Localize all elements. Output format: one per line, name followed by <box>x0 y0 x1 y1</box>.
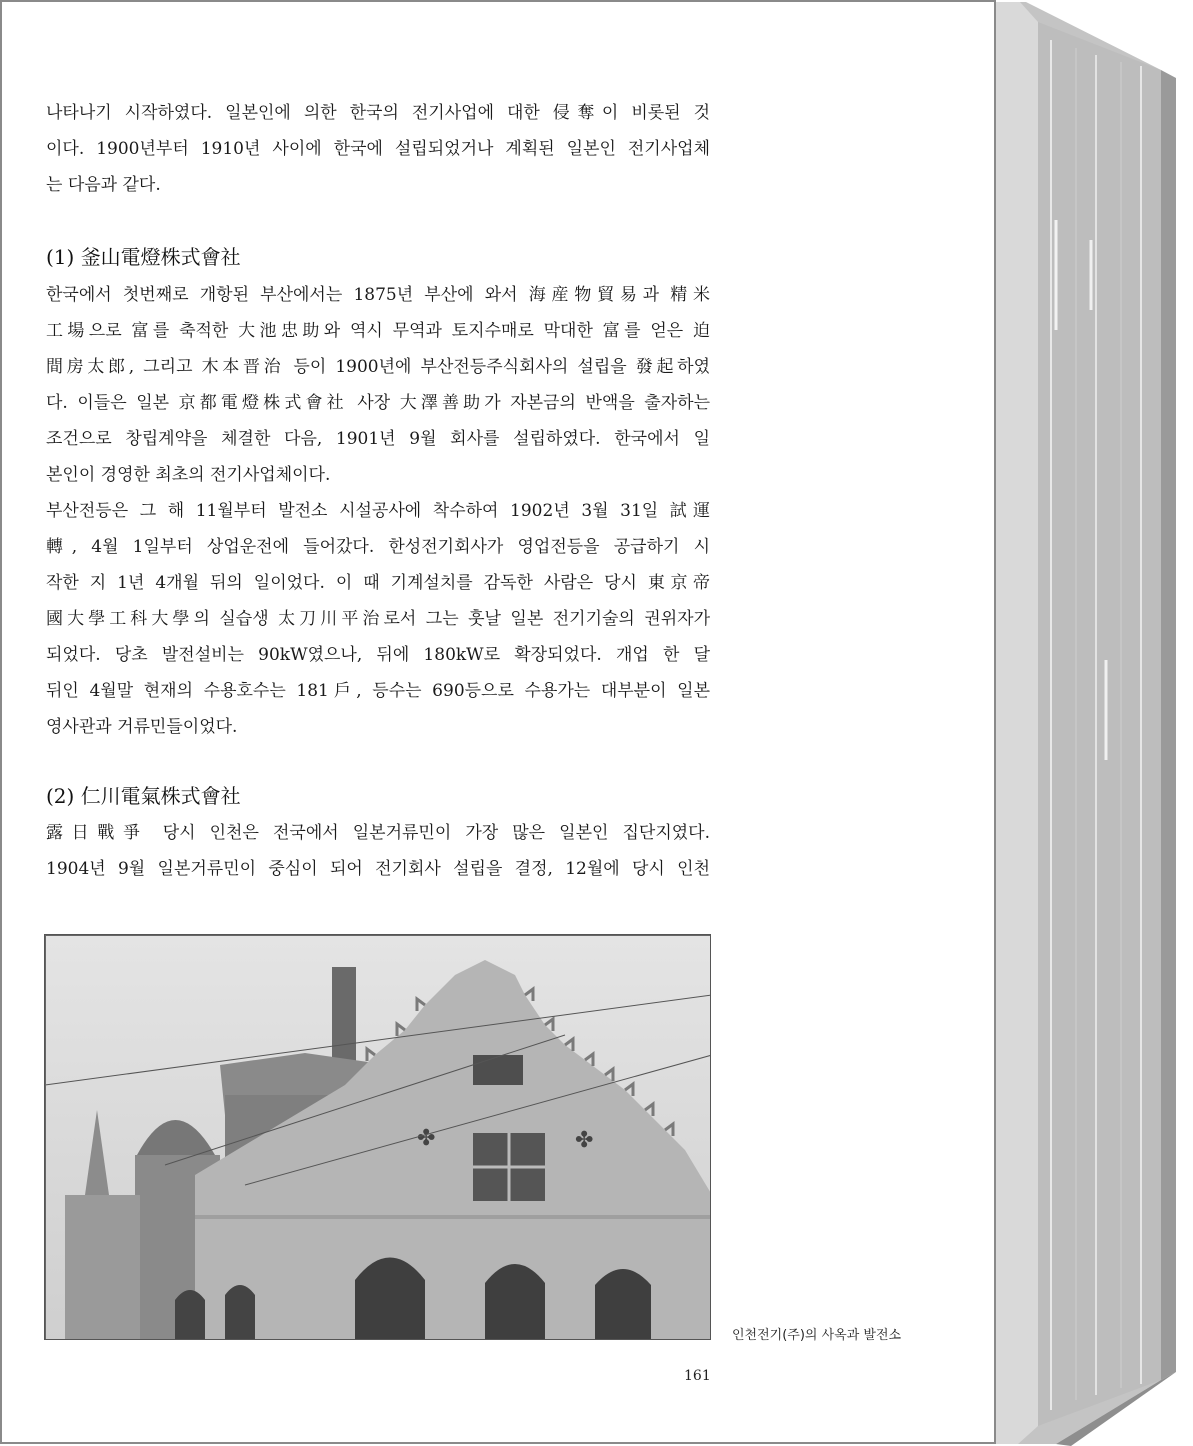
svg-text:✤: ✤ <box>417 1126 436 1151</box>
text-line: 國大學工科大學의 실습생 太刀川平治로서 그는 훗날 일본 전기기술의 권위자가 <box>46 609 710 629</box>
figure-caption: 인천전기(주)의 사옥과 발전소 <box>732 1328 902 1343</box>
text-line: 間房太郎, 그리고 木本晋治 등이 1900년에 부산전등주식회사의 설립을 發起하였 <box>46 357 710 377</box>
text-line: 영사관과 거류민들이었다. <box>46 717 238 737</box>
text-line: 뒤인 4월말 현재의 수용호수는 181戶, 등수는 690등으로 수용가는 대부분이 일본 <box>46 681 710 701</box>
section1-paragraph2 <box>46 493 710 745</box>
text-line: 본인이 경영한 최초의 전기사업체이다. <box>46 465 331 485</box>
text-line: 露日戰爭 당시 인천은 전국에서 일본거류민이 가장 많은 일본인 집단지였다. <box>46 823 710 843</box>
text-line: 부산전등은 그 해 11월부터 발전소 시설공사에 착수하여 1902년 3월 31일 試運 <box>46 501 710 521</box>
book-edge <box>996 0 1193 1446</box>
building-photo <box>44 934 711 1340</box>
text-line: 1904년 9월 일본거류민이 중심이 되어 전기회사 설립을 결정, 12월에 당시 인천 <box>46 859 710 879</box>
text-line: 나타나기 시작하였다. 일본인에 의한 한국의 전기사업에 대한 侵奪이 비롯된 것 <box>46 103 710 123</box>
text-line: 한국에서 첫번째로 개항된 부산에서는 1875년 부산에 와서 海産物貿易과 精米 <box>46 285 710 305</box>
building-photo-icon <box>45 935 711 1340</box>
page-number: 161 <box>684 1368 711 1384</box>
svg-text:✤: ✤ <box>575 1128 594 1153</box>
text-line: 작한 지 1년 4개월 뒤의 일이었다. 이 때 기계설치를 감독한 사람은 당시 東京帝 <box>46 573 710 593</box>
section2-paragraph1 <box>46 815 710 887</box>
section-heading-busan: (1) 釜山電燈株式會社 <box>46 245 241 269</box>
intro-text <box>46 95 710 203</box>
text-line: 는 다음과 같다. <box>46 175 161 195</box>
section-heading-incheon: (2) 仁川電氣株式會社 <box>46 784 241 808</box>
text-line: 다. 이들은 일본 京都電燈株式會社 사장 大澤善助가 자본금의 반액을 출자하는 <box>46 393 710 413</box>
text-line: 이다. 1900년부터 1910년 사이에 한국에 설립되었거나 계획된 일본인 전기사업체 <box>46 139 710 159</box>
text-line: 轉, 4월 1일부터 상업운전에 들어갔다. 한성전기회사가 영업전등을 공급하기 시 <box>46 537 710 557</box>
text-line: 조건으로 창립계약을 체결한 다음, 1901년 9월 회사를 설립하였다. 한국에서 일 <box>46 429 710 449</box>
section1-paragraph1 <box>46 277 710 493</box>
text-line: 되었다. 당초 발전설비는 90kW였으나, 뒤에 180kW로 확장되었다. 개업 한 달 <box>46 645 710 665</box>
text-line: 工場으로 富를 축적한 大池忠助와 역시 무역과 토지수매로 막대한 富를 얻은 迫 <box>46 321 710 341</box>
